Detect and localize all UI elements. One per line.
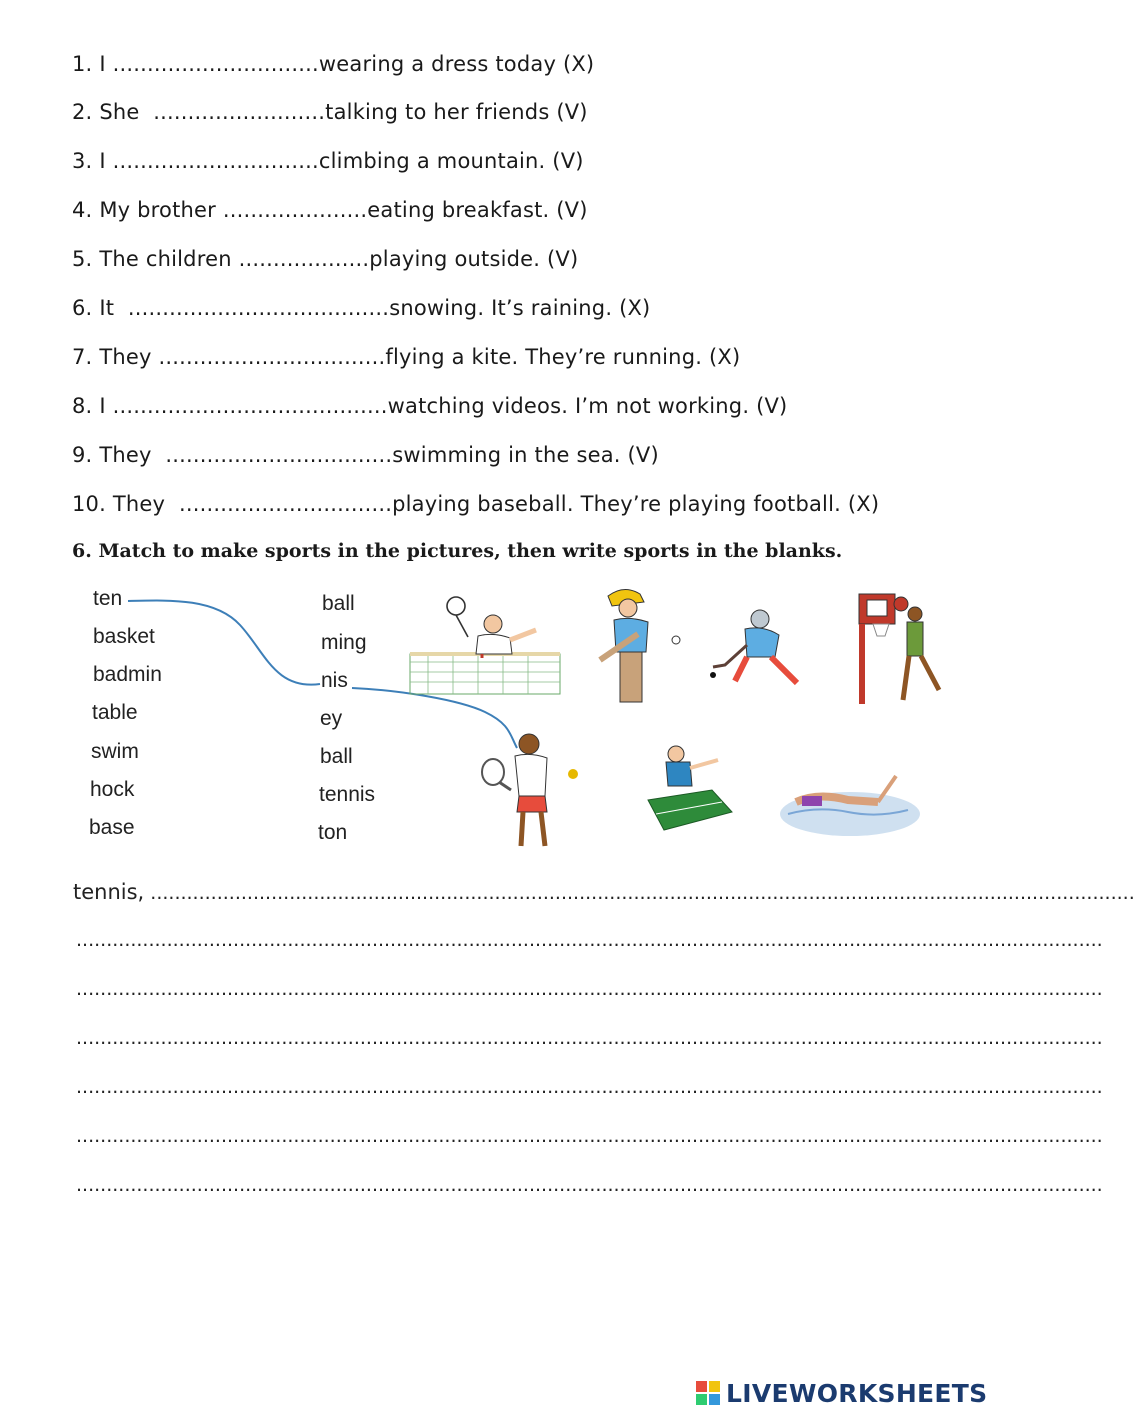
answer-line-1[interactable]: tennis, ...................................................................................................................................................................: [73, 880, 1135, 904]
answer-line-7[interactable]: ..........................................................................................................................................................................: [76, 1174, 1103, 1196]
blank-8[interactable]: ........................................: [112, 394, 388, 418]
match-line-ten-nis: [128, 601, 320, 685]
hockey-player-icon: [705, 605, 815, 695]
right-fragment[interactable]: tennis: [319, 783, 376, 806]
left-fragment[interactable]: ten: [93, 587, 123, 610]
blank-2[interactable]: .........................: [153, 100, 326, 124]
sentence-8: 8. I ........................................watching videos. I’m not working. (V): [72, 394, 788, 418]
blank-3[interactable]: ..............................: [112, 149, 319, 173]
left-fragment[interactable]: base: [89, 816, 135, 839]
tennis-player-icon: [475, 728, 590, 853]
sentence-6: 6. It ......................................snowing. It’s raining. (X): [72, 296, 651, 320]
left-fragment[interactable]: basket: [93, 625, 155, 648]
left-fragment[interactable]: swim: [91, 740, 139, 763]
answer-line-4[interactable]: ..........................................................................................................................................................................: [76, 1027, 1103, 1049]
liveworksheets-brand: LIVEWORKSHEETS: [726, 1378, 988, 1408]
blank-1[interactable]: ..............................: [112, 52, 319, 76]
blank-4[interactable]: .....................: [222, 198, 368, 222]
liveworksheets-logo-icon: [696, 1381, 720, 1405]
exercise-6-title: 6. Match to make sports in the pictures, then write sports in the blanks.: [72, 540, 843, 562]
sentence-10: 10. They ...............................playing baseball. They’re playing football. (X): [72, 492, 880, 516]
answer-line-6[interactable]: ..........................................................................................................................................................................: [76, 1125, 1103, 1147]
sentence-3: 3. I ..............................climbing a mountain. (V): [72, 149, 584, 173]
answer-line-3[interactable]: ..........................................................................................................................................................................: [76, 978, 1103, 1000]
right-fragment[interactable]: ey: [320, 707, 343, 730]
left-fragment[interactable]: table: [92, 701, 138, 724]
right-fragment[interactable]: ball: [320, 745, 353, 768]
sentence-2: 2. She .........................talking to her friends (V): [72, 100, 588, 124]
right-fragment[interactable]: ton: [318, 821, 348, 844]
sentence-7: 7. They .................................flying a kite. They’re running. (X): [72, 345, 741, 369]
right-fragment[interactable]: ming: [321, 631, 367, 654]
left-fragment[interactable]: hock: [90, 778, 135, 801]
blank-10[interactable]: ...............................: [178, 492, 393, 516]
answer-line-5[interactable]: ..........................................................................................................................................................................: [76, 1076, 1103, 1098]
blank-5[interactable]: ...................: [238, 247, 370, 271]
sentence-1: 1. I ..............................wearing a dress today (X): [72, 52, 595, 76]
sentence-4: 4. My brother .....................eating breakfast. (V): [72, 198, 588, 222]
right-fragment[interactable]: ball: [322, 592, 355, 615]
left-fragment[interactable]: badmin: [93, 663, 162, 686]
table-tennis-player-icon: [640, 740, 740, 840]
basketball-player-icon: [855, 590, 955, 720]
badminton-player-icon: [408, 592, 563, 707]
right-fragment[interactable]: nis: [321, 669, 348, 692]
liveworksheets-logo: [696, 1376, 987, 1410]
swimmer-icon: [778, 762, 923, 840]
baseball-player-icon: [590, 582, 690, 712]
sentence-5: 5. The children ...................playing outside. (V): [72, 247, 579, 271]
blank-7[interactable]: .................................: [158, 345, 386, 369]
blank-6[interactable]: ......................................: [127, 296, 390, 320]
blank-9[interactable]: .................................: [165, 443, 393, 467]
sentence-9: 9. They .................................swimming in the sea. (V): [72, 443, 659, 467]
answer-line-2[interactable]: ..........................................................................................................................................................................: [76, 929, 1103, 951]
